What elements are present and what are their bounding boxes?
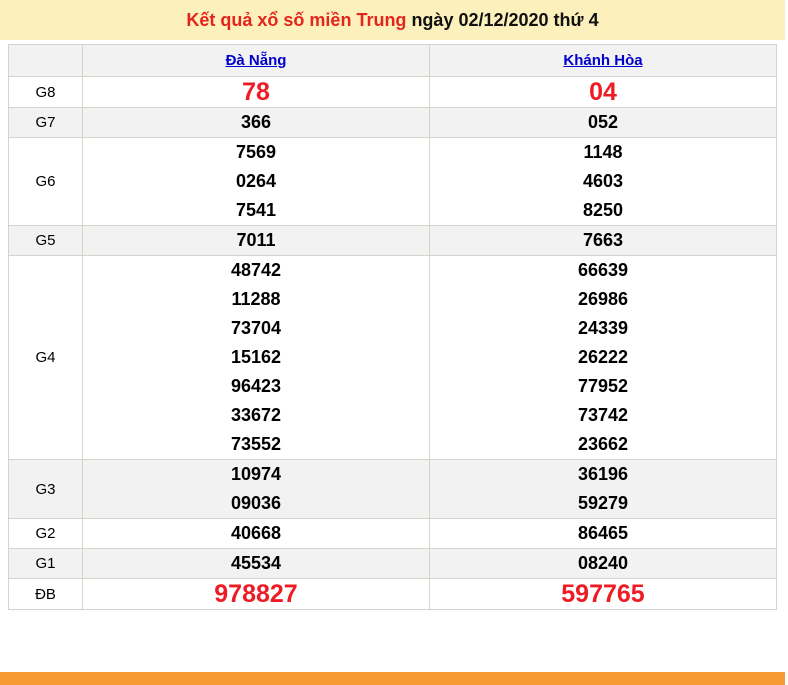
result-number: 1148 bbox=[583, 142, 623, 162]
result-number: 73742 bbox=[577, 405, 629, 425]
result-cell-khanh-hoa bbox=[430, 549, 777, 579]
prize-row-g8 bbox=[9, 77, 777, 108]
result-number: 26986 bbox=[577, 289, 629, 309]
prize-label: G6 bbox=[9, 138, 83, 226]
result-cell-khanh-hoa bbox=[430, 77, 777, 108]
table-header-row bbox=[9, 45, 777, 77]
result-number: 7011 bbox=[236, 230, 276, 250]
result-number: 978827 bbox=[214, 580, 298, 608]
result-number: 366 bbox=[240, 112, 272, 132]
column-header-khanh-hoa bbox=[430, 45, 777, 77]
results-title-main: Kết quả xổ số miền Trung bbox=[186, 9, 407, 30]
result-cell-da-nang bbox=[83, 519, 430, 549]
result-number: 26222 bbox=[577, 347, 629, 367]
result-number: 4603 bbox=[582, 171, 624, 191]
prize-row-g6 bbox=[9, 138, 777, 226]
result-number: 23662 bbox=[577, 434, 629, 454]
result-cell-da-nang bbox=[83, 138, 430, 226]
result-number: 0264 bbox=[235, 171, 277, 191]
province-link-da-nang[interactable]: Đà Nẵng bbox=[225, 52, 287, 69]
result-number: 597765 bbox=[561, 580, 645, 608]
province-link-khanh-hoa[interactable]: Khánh Hòa bbox=[563, 52, 643, 69]
prize-row-g4 bbox=[9, 256, 777, 460]
result-number: 08240 bbox=[577, 553, 629, 573]
result-number: 7541 bbox=[235, 200, 277, 220]
result-cell-khanh-hoa bbox=[430, 256, 777, 460]
result-cell-khanh-hoa bbox=[430, 460, 777, 519]
prize-label: ĐB bbox=[9, 579, 83, 610]
result-number: 73552 bbox=[230, 434, 282, 454]
result-number: 96423 bbox=[230, 376, 282, 396]
result-number: 33672 bbox=[230, 405, 282, 425]
result-cell-khanh-hoa bbox=[430, 579, 777, 610]
result-number: 15162 bbox=[230, 347, 282, 367]
result-number: 10974 bbox=[230, 464, 282, 484]
prize-row-g1 bbox=[9, 549, 777, 579]
result-number: 40668 bbox=[230, 523, 282, 543]
results-title-date: ngày 02/12/2020 thứ 4 bbox=[406, 9, 599, 30]
prize-label: G4 bbox=[9, 256, 83, 460]
results-title-bar bbox=[0, 0, 785, 40]
prize-row-g2 bbox=[9, 519, 777, 549]
column-header-da-nang bbox=[83, 45, 430, 77]
result-number: 7569 bbox=[235, 142, 277, 162]
result-cell-da-nang bbox=[83, 226, 430, 256]
result-cell-da-nang bbox=[83, 579, 430, 610]
prize-row-đb bbox=[9, 579, 777, 610]
result-number: 36196 bbox=[577, 464, 629, 484]
result-cell-khanh-hoa bbox=[430, 519, 777, 549]
prize-label: G3 bbox=[9, 460, 83, 519]
result-cell-da-nang bbox=[83, 256, 430, 460]
prize-label: G2 bbox=[9, 519, 83, 549]
result-cell-khanh-hoa bbox=[430, 108, 777, 138]
result-number: 59279 bbox=[577, 493, 629, 513]
result-number: 09036 bbox=[230, 493, 282, 513]
result-number: 24339 bbox=[577, 318, 629, 338]
result-cell-da-nang bbox=[83, 77, 430, 108]
result-number: 78 bbox=[242, 78, 270, 106]
result-number: 052 bbox=[587, 112, 619, 132]
prize-label: G1 bbox=[9, 549, 83, 579]
prize-label: G7 bbox=[9, 108, 83, 138]
result-number: 86465 bbox=[577, 523, 629, 543]
result-number: 48742 bbox=[230, 260, 282, 280]
result-cell-da-nang bbox=[83, 549, 430, 579]
result-number: 45534 bbox=[230, 553, 282, 573]
result-number: 66639 bbox=[577, 260, 629, 280]
lottery-results-table bbox=[8, 44, 777, 610]
prize-label: G5 bbox=[9, 226, 83, 256]
prize-row-g5 bbox=[9, 226, 777, 256]
result-number: 04 bbox=[589, 78, 617, 106]
result-number: 73704 bbox=[230, 318, 282, 338]
result-number: 8250 bbox=[582, 200, 624, 220]
result-number: 7663 bbox=[582, 230, 624, 250]
result-cell-da-nang bbox=[83, 108, 430, 138]
prize-row-g7 bbox=[9, 108, 777, 138]
prize-row-g3 bbox=[9, 460, 777, 519]
result-cell-khanh-hoa bbox=[430, 226, 777, 256]
result-number: 77952 bbox=[577, 376, 629, 396]
result-cell-khanh-hoa bbox=[430, 138, 777, 226]
prize-label: G8 bbox=[9, 77, 83, 108]
result-number: 11288 bbox=[231, 289, 281, 309]
bottom-orange-strip bbox=[0, 672, 785, 685]
corner-cell bbox=[9, 45, 83, 77]
result-cell-da-nang bbox=[83, 460, 430, 519]
